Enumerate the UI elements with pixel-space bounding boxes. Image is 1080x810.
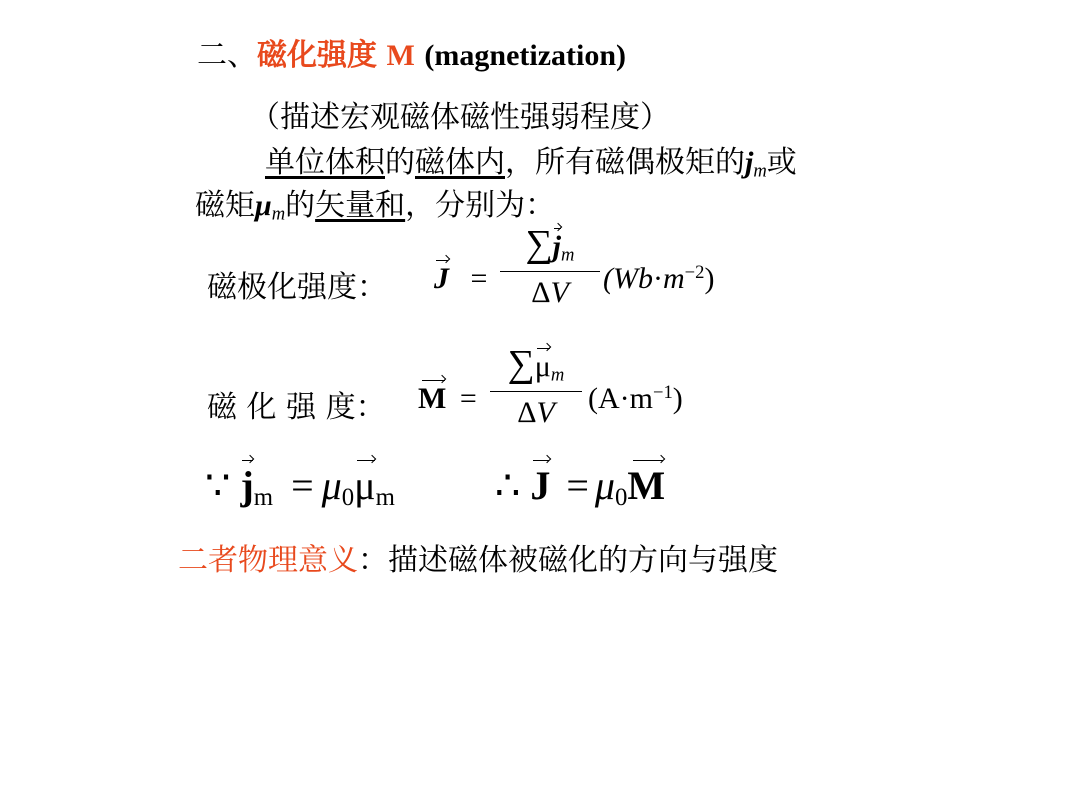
eq1-unit-dot: · — [652, 262, 663, 296]
fraction-bar — [500, 271, 600, 272]
because-symbol: ∵ — [205, 463, 231, 508]
underlined-term-vector-sum: 矢量和 — [315, 188, 406, 223]
symbol-mu-sub: m — [271, 203, 286, 225]
definition-text: 的 — [285, 188, 316, 223]
relation-equals: = — [291, 463, 314, 508]
sum-symbol: ∑ — [525, 223, 553, 265]
definition-line-2 — [195, 180, 555, 226]
mu0-symbol: μ — [321, 463, 342, 508]
vector-j: j — [552, 230, 561, 263]
mu0-sub: 0 — [341, 484, 355, 512]
eq2-unit-m: m — [629, 382, 653, 416]
section-title — [197, 30, 626, 74]
eq1-fraction — [500, 222, 600, 310]
eq2-lhs — [418, 382, 477, 416]
relation-j-sub: m — [253, 484, 274, 512]
vector-j-bold: j — [240, 463, 254, 508]
eq2-num-sub: m — [550, 364, 565, 386]
eq2-label: 磁 化 强 度： — [207, 390, 386, 425]
eq1-num-sub: m — [561, 244, 575, 266]
eq1-denominator: ΔV — [531, 275, 569, 309]
eq1-unit-exp: −2 — [684, 262, 705, 283]
vector-J: J — [434, 262, 449, 295]
eq2-numerator — [490, 342, 582, 387]
eq1-unit-open: (Wb — [603, 262, 653, 296]
eq2-fraction — [490, 342, 582, 430]
subtitle: （描述宏观磁体磁性强弱程度） — [250, 100, 670, 135]
vector-mu: μ — [534, 350, 551, 383]
definition-text: ，所有磁偶极矩的 — [505, 145, 745, 180]
eq2-unit — [588, 382, 683, 416]
relation-mu-sub: m — [375, 484, 395, 512]
mu0-symbol-2: μ — [594, 463, 615, 508]
vector-mu-relation: μ — [354, 463, 376, 508]
eq2-unit-exp: −1 — [653, 382, 673, 403]
fraction-bar — [490, 391, 582, 392]
title-symbol: M — [386, 39, 415, 72]
eq2-unit-close: ) — [672, 382, 683, 416]
eq1-lhs — [434, 262, 487, 296]
eq1-unit — [603, 262, 714, 296]
eq2-unit-open: (A — [588, 382, 620, 416]
definition-text: 磁矩 — [195, 188, 255, 223]
definition-text: ，分别为： — [405, 188, 556, 223]
eq1-unit-m: m — [662, 262, 685, 296]
eq2-denominator: ΔV — [517, 395, 555, 429]
vector-J-bold: J — [530, 463, 551, 508]
eq2-unit-dot: · — [619, 382, 630, 416]
eq1-equals: = — [470, 262, 488, 295]
eq1-unit-close: ) — [704, 262, 715, 296]
definition-text: 或 — [766, 145, 797, 180]
definition-text: 的 — [385, 145, 415, 180]
title-en: (magnetization) — [424, 39, 627, 72]
meaning-label: 二者物理意义 — [178, 543, 358, 578]
title-prefix: 二、 — [197, 38, 257, 73]
underlined-term-unit-volume: 单位体积 — [265, 145, 385, 180]
symbol-j: j — [745, 146, 754, 179]
title-cn: 磁化强度 — [257, 38, 377, 73]
vector-M: M — [418, 382, 447, 415]
eq1-label: 磁极化强度： — [207, 270, 387, 305]
physical-meaning — [178, 535, 778, 579]
sum-symbol: ∑ — [507, 343, 535, 385]
definition-line-1 — [265, 137, 797, 183]
eq1-numerator — [500, 222, 600, 267]
vector-M-bold: M — [627, 463, 666, 508]
symbol-mu: μ — [255, 189, 272, 222]
mu0-sub-2: 0 — [614, 484, 628, 512]
underlined-term-in-magnet: 磁体内 — [415, 145, 505, 180]
relation-line — [205, 462, 665, 512]
therefore-symbol: ∴ — [494, 463, 521, 508]
relation-equals-2: = — [566, 463, 589, 508]
symbol-j-sub: m — [753, 160, 767, 182]
meaning-text: ：描述磁体被磁化的方向与强度 — [358, 543, 778, 578]
eq2-equals: = — [459, 382, 477, 415]
